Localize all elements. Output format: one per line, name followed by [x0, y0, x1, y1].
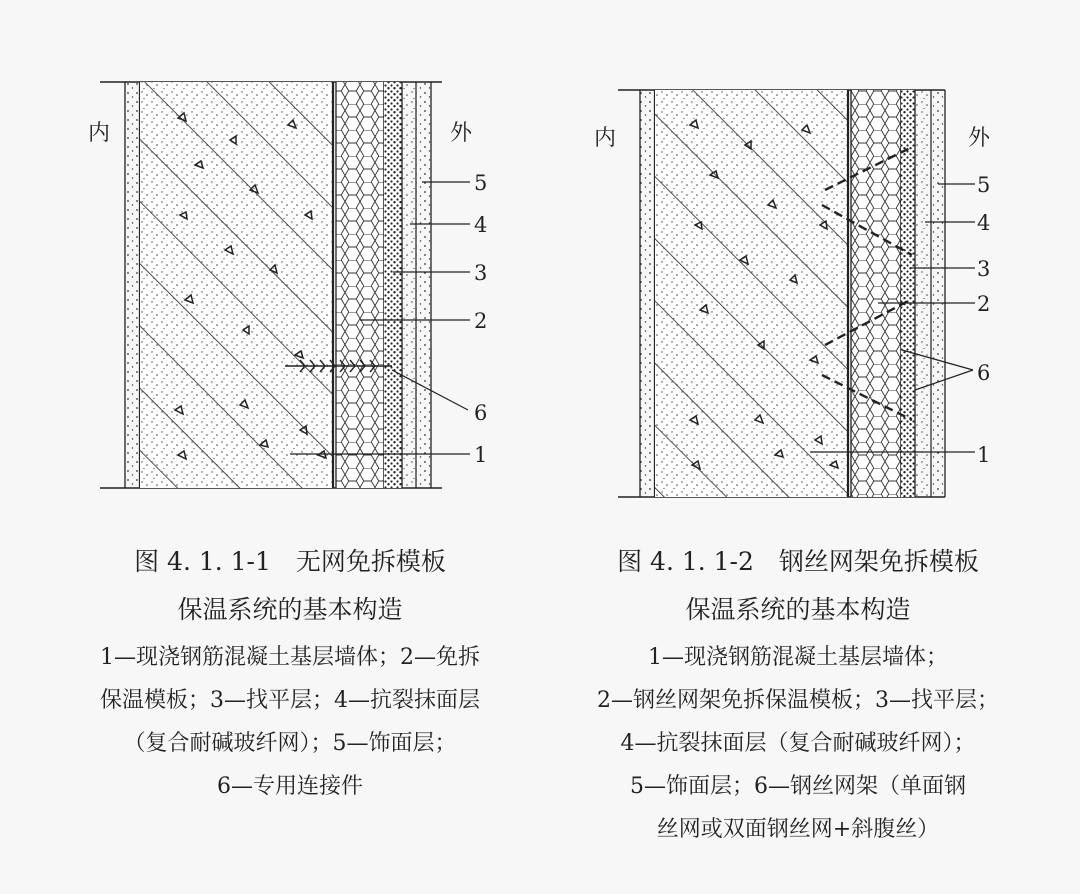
outside-label: 外	[968, 126, 991, 151]
inside-label: 内	[88, 121, 111, 146]
callout-4: 4	[977, 211, 991, 235]
concrete-wall-layer	[140, 82, 333, 488]
callout-1: 1	[977, 443, 991, 467]
callout-5: 5	[474, 171, 488, 195]
anti-crack-layer	[915, 90, 931, 497]
diagram-no-mesh-formwork	[0, 0, 540, 530]
callout-5: 5	[977, 173, 991, 197]
caption-line: 保温系统的基本构造	[685, 595, 911, 624]
legend-line: 2—钢丝网架免拆保温模板；3—找平层；	[597, 688, 999, 713]
figure1-caption	[20, 538, 560, 634]
legend-line: 4—抗裂抹面层（复合耐碱玻纤网）；	[620, 731, 976, 756]
figure2-caption	[528, 538, 1068, 634]
concrete-wall-layer	[655, 90, 848, 497]
callout-1: 1	[474, 443, 488, 467]
leveling-layer	[384, 82, 402, 488]
anti-crack-layer	[402, 82, 416, 488]
caption-line: 保温系统的基本构造	[177, 595, 403, 624]
inner-plaster-layer	[640, 90, 655, 497]
legend-line: 1—现浇钢筋混凝土基层墙体；2—免拆	[100, 645, 480, 670]
legend-line: 1—现浇钢筋混凝土基层墙体；	[648, 645, 948, 670]
insulation-formwork-layer	[851, 90, 901, 497]
legend-line: 6—专用连接件	[217, 774, 363, 799]
legend-line: 保温模板；3—找平层；4—抗裂抹面层	[100, 688, 480, 713]
diagram-steel-mesh-formwork	[540, 0, 1080, 530]
callout-3: 3	[474, 261, 488, 285]
callout-4: 4	[474, 213, 488, 237]
callout-6: 6	[474, 401, 488, 425]
finish-layer	[931, 90, 945, 497]
outside-label: 外	[450, 121, 473, 146]
legend-line: 5—饰面层；6—钢丝网架（单面钢	[630, 774, 966, 799]
inside-label: 内	[594, 126, 617, 151]
legend-line: 丝网或双面钢丝网+斜腹丝）	[656, 817, 940, 842]
callout-2: 2	[474, 309, 488, 333]
legend-line: （复合耐碱玻纤网）；5—饰面层；	[123, 731, 457, 756]
figure1-legend	[20, 636, 560, 808]
callout-6: 6	[977, 361, 991, 385]
inner-plaster-layer	[125, 82, 140, 488]
caption-line: 图 4. 1. 1-1 无网免拆模板	[134, 547, 446, 576]
callout-3: 3	[977, 257, 991, 281]
callout-2: 2	[977, 292, 991, 316]
insulation-formwork-layer	[336, 82, 384, 488]
figure2-legend	[528, 636, 1068, 851]
finish-layer	[416, 82, 431, 488]
caption-line: 图 4. 1. 1-2 钢丝网架免拆模板	[617, 547, 979, 576]
